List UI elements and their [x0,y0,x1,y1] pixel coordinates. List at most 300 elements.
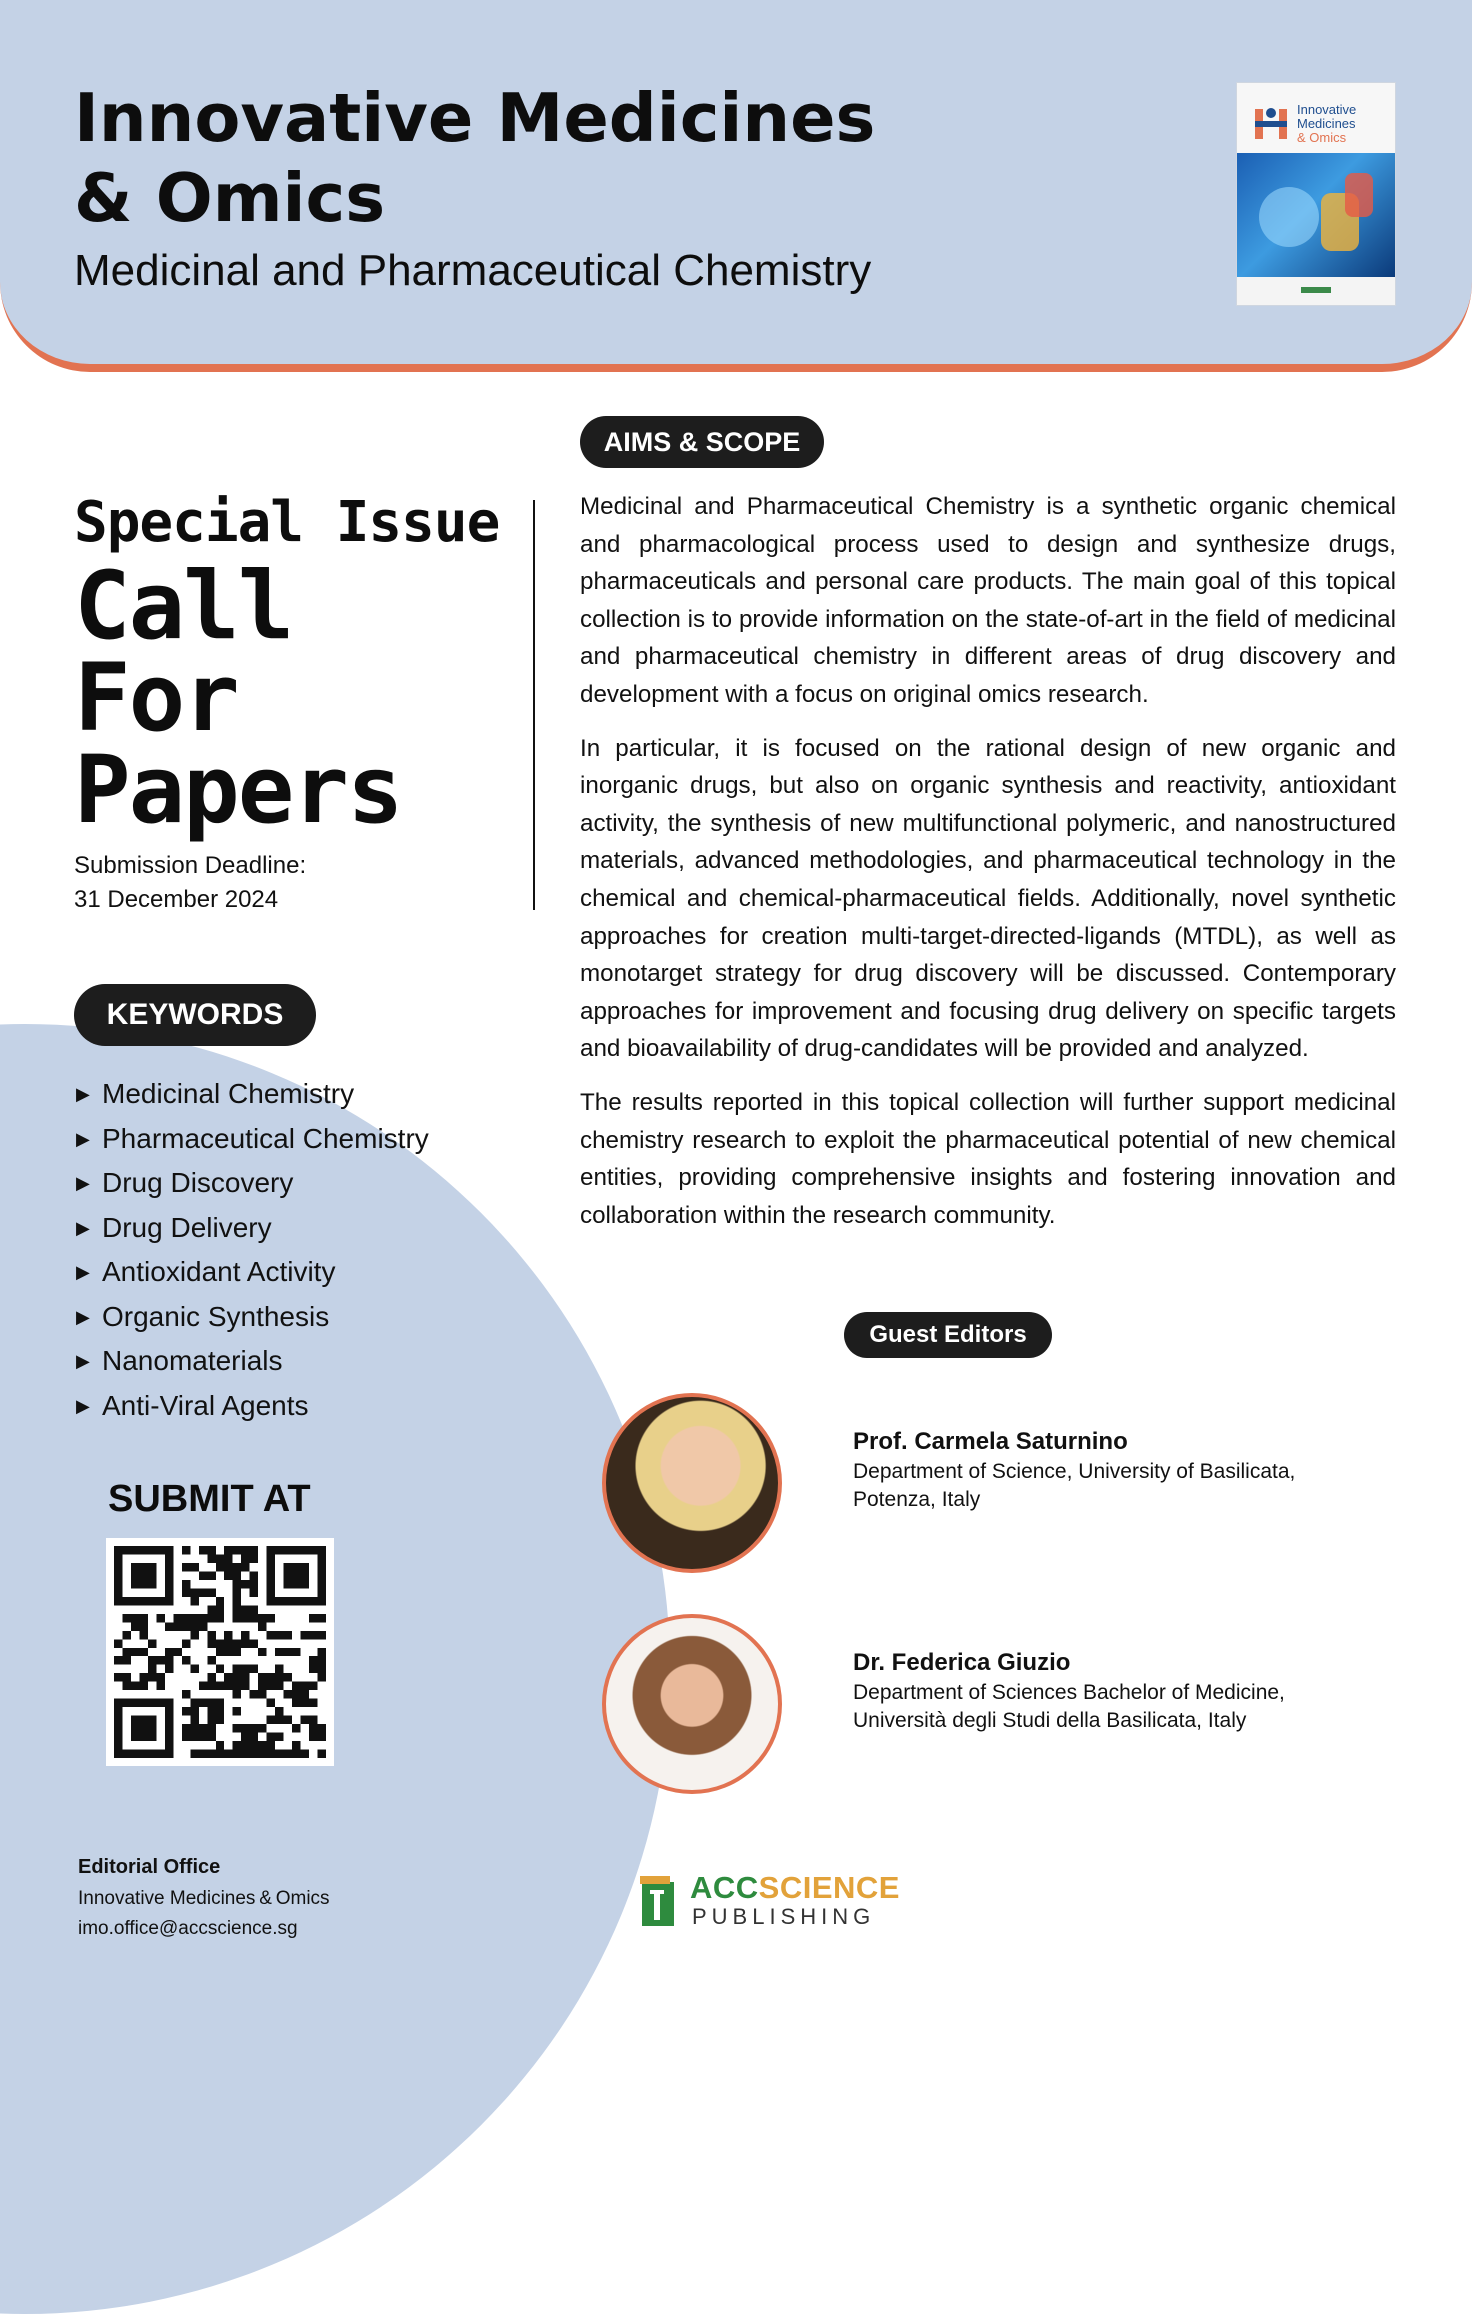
journal-subtitle: Medicinal and Pharmaceutical Chemistry [74,246,872,295]
qr-module [139,1614,147,1622]
qr-module [241,1631,249,1639]
qr-module [241,1639,249,1647]
qr-module [233,1665,241,1673]
qr-module [224,1546,232,1554]
cover-art-flask [1345,173,1373,217]
qr-module [301,1631,309,1639]
aims-scope-heading: AIMS & SCOPE [580,416,824,468]
deadline-date: 31 December 2024 [74,886,279,913]
qr-module [301,1571,309,1579]
qr-module [301,1750,309,1758]
qr-module [258,1673,266,1681]
qr-module [139,1648,147,1656]
bullet-triangle-icon: ▶ [76,1173,90,1193]
qr-module [156,1673,164,1681]
keyword-item: ▶ Drug Delivery [76,1206,429,1251]
keywords-heading: KEYWORDS [74,984,316,1046]
qr-module [267,1546,275,1554]
qr-module [275,1665,283,1673]
qr-module [148,1563,156,1571]
qr-module [258,1614,266,1622]
qr-module [258,1741,266,1749]
qr-module [233,1682,241,1690]
qr-module [199,1571,207,1579]
qr-module [233,1690,241,1698]
qr-module [224,1571,232,1579]
bullet-triangle-icon: ▶ [76,1262,90,1282]
qr-module [182,1690,190,1698]
qr-module [250,1546,258,1554]
qr-module [318,1724,326,1732]
aims-paragraph: Medicinal and Pharmaceutical Chemistry is a synthetic organic chemical and pharmacological process used to design and synthesize drugs, pharmaceuticals and personal care products. The main goal of this topical collection is to provide information on the state-of-art in the field of medicinal and pharmaceutical chemistry in different areas of drug discovery and development with a focus on original omics research. [580,493,1396,708]
call-word: Call [74,552,293,661]
qr-module [207,1588,215,1596]
qr-module [250,1580,258,1588]
qr-module [199,1546,207,1554]
qr-module [301,1699,309,1707]
qr-module [182,1724,190,1732]
qr-module [199,1699,207,1707]
qr-module [148,1546,156,1554]
qr-module [156,1614,164,1622]
qr-module [165,1656,173,1664]
qr-module [275,1750,283,1758]
qr-module [148,1733,156,1741]
papers-word: Papers [74,736,402,845]
qr-module [275,1673,283,1681]
qr-module [241,1673,249,1681]
qr-module [258,1648,266,1656]
qr-module [309,1699,317,1707]
qr-module [258,1622,266,1630]
qr-module [318,1648,326,1656]
submit-at-label: SUBMIT AT [108,1478,311,1520]
editor-name: Prof. Carmela Saturnino [853,1428,1128,1455]
qr-module [190,1597,198,1605]
qr-module [275,1597,283,1605]
qr-module [309,1546,317,1554]
qr-module [250,1724,258,1732]
keyword-item: ▶ Pharmaceutical Chemistry [76,1117,429,1162]
bullet-triangle-icon: ▶ [76,1351,90,1371]
editor-photo [602,1393,782,1573]
qr-module [148,1724,156,1732]
journal-title-line1: Innovative Medicines [74,79,876,157]
qr-module [131,1546,139,1554]
qr-module [301,1580,309,1588]
qr-module [165,1597,173,1605]
qr-module [182,1580,190,1588]
editor-affiliation: Potenza, Italy [853,1488,981,1511]
editorial-office [78,1852,330,1944]
qr-module [131,1571,139,1579]
qr-module [182,1563,190,1571]
journal-title [74,78,974,238]
qr-module [182,1622,190,1630]
qr-module [318,1614,326,1622]
qr-module [216,1699,224,1707]
editor-affiliation: Università degli Studi della Basilicata, Italy [853,1709,1247,1732]
qr-module [199,1724,207,1732]
qr-module [199,1614,207,1622]
qr-module [318,1656,326,1664]
qr-module [275,1648,283,1656]
qr-module [165,1554,173,1562]
qr-module [156,1750,164,1758]
qr-module [292,1750,300,1758]
qr-module [190,1665,198,1673]
qr-module [148,1656,156,1664]
qr-module [250,1554,258,1562]
qr-module [284,1716,292,1724]
qr-module [267,1580,275,1588]
journal-cover-image [1236,82,1396,306]
qr-module [241,1614,249,1622]
cover-art-bubble [1259,187,1319,247]
qr-module [114,1546,122,1554]
qr-module [114,1639,122,1647]
cover-publisher-mark [1301,287,1331,293]
qr-module [309,1614,317,1622]
qr-module [190,1631,198,1639]
qr-module [216,1707,224,1715]
qr-module [258,1724,266,1732]
bullet-triangle-icon: ▶ [76,1084,90,1104]
qr-module [250,1571,258,1579]
qr-module [318,1597,326,1605]
qr-module [165,1699,173,1707]
qr-module [190,1622,198,1630]
qr-module [148,1665,156,1673]
guest-editors-heading: Guest Editors [844,1312,1052,1358]
qr-module [250,1690,258,1698]
qr-module [190,1733,198,1741]
qr-module [267,1741,275,1749]
qr-module [207,1716,215,1724]
qr-module [233,1724,241,1732]
qr-module [267,1614,275,1622]
qr-module [182,1546,190,1554]
editorial-office-title: Editorial Office [78,1856,221,1878]
qr-module [241,1605,249,1613]
qr-module [190,1707,198,1715]
qr-module [114,1716,122,1724]
qr-module [114,1571,122,1579]
qr-module [309,1733,317,1741]
header-banner [0,0,1472,372]
qr-module [301,1682,309,1690]
qr-module [250,1605,258,1613]
qr-module [292,1563,300,1571]
qr-module [114,1563,122,1571]
qr-module [122,1750,130,1758]
qr-module [199,1682,207,1690]
qr-module [250,1733,258,1741]
qr-module [250,1750,258,1758]
editor-info [853,1647,1285,1735]
editor-photo [602,1614,782,1794]
qr-module [114,1580,122,1588]
qr-module [224,1639,232,1647]
qr-module [165,1546,173,1554]
qr-module [301,1716,309,1724]
qr-module [182,1639,190,1647]
qr-module [122,1656,130,1664]
qr-module [207,1614,215,1622]
qr-module [131,1724,139,1732]
qr-module [318,1673,326,1681]
keyword-item: ▶ Nanomaterials [76,1339,429,1384]
qr-module [190,1588,198,1596]
qr-module [139,1580,147,1588]
aims-paragraph: In particular, it is focused on the rational design of new organic and inorganic drugs, but also on organic synthesis and reactivity, antioxidant activity, the synthesis of new multifunctional polymeric, and nanostructured materials, advanced methodologies, and pharmaceutical technology in the chemical and chemical-pharmaceutical fields. Additionally, novel synthetic approaches for creation multi-target-directed-ligands (MTDL), as well as monotarget strategy for drug discovery will be discussed. Contemporary approaches for improvement and focusing drug delivery on specific targets and bioavailability of drug-candidates will be provided and analyzed. [580,734,1396,1063]
qr-module [292,1682,300,1690]
journal-logo-icon [1253,105,1289,141]
qr-module [284,1690,292,1698]
qr-module [148,1699,156,1707]
qr-module [122,1614,130,1622]
qr-module [318,1665,326,1673]
qr-module [292,1546,300,1554]
qr-module [216,1741,224,1749]
qr-module [148,1716,156,1724]
cover-name-line2: Medicines [1297,116,1356,131]
qr-module [318,1571,326,1579]
qr-module [173,1614,181,1622]
qr-module [207,1750,215,1758]
qr-module [131,1614,139,1622]
qr-module [122,1673,130,1681]
qr-module [233,1673,241,1681]
qr-module [233,1546,241,1554]
qr-module [284,1597,292,1605]
qr-module [233,1605,241,1613]
qr-module [131,1699,139,1707]
qr-module [241,1741,249,1749]
qr-module [216,1605,224,1613]
qr-module [267,1716,275,1724]
qr-module [233,1639,241,1647]
qr-module [318,1580,326,1588]
cover-journal-name [1297,103,1356,145]
qr-module [199,1588,207,1596]
qr-module [139,1622,147,1630]
qr-module [224,1631,232,1639]
qr-module [233,1588,241,1596]
qr-module [233,1580,241,1588]
qr-module [148,1597,156,1605]
qr-module [318,1554,326,1562]
qr-module [207,1639,215,1647]
qr-module [250,1741,258,1749]
qr-module [156,1546,164,1554]
qr-module [139,1673,147,1681]
qr-module [301,1546,309,1554]
qr-module [190,1750,198,1758]
qr-module [114,1597,122,1605]
qr-module [165,1588,173,1596]
qr-module [216,1682,224,1690]
publisher-tagline: PUBLISHING [692,1904,876,1929]
qr-module [190,1563,198,1571]
keyword-item: ▶ Medicinal Chemistry [76,1072,429,1117]
qr-code-graphic [114,1546,326,1758]
qr-module [207,1571,215,1579]
qr-module [267,1750,275,1758]
qr-module [233,1571,241,1579]
qr-module [114,1724,122,1732]
qr-module [148,1750,156,1758]
qr-module [122,1597,130,1605]
qr-module [267,1588,275,1596]
qr-module [165,1716,173,1724]
qr-module [156,1597,164,1605]
qr-module [131,1580,139,1588]
qr-module [309,1631,317,1639]
qr-module [224,1554,232,1562]
qr-module [318,1750,326,1758]
qr-module [165,1571,173,1579]
qr-module [139,1750,147,1758]
qr-module [139,1724,147,1732]
qr-module [207,1631,215,1639]
publisher-logo-icon [640,1874,676,1928]
bullet-triangle-icon: ▶ [76,1395,90,1416]
qr-module [216,1554,224,1562]
qr-module [309,1682,317,1690]
qr-module [267,1682,275,1690]
qr-module [165,1741,173,1749]
qr-module [139,1631,147,1639]
qr-module [267,1554,275,1562]
qr-module [122,1631,130,1639]
keyword-item: ▶ Drug Discovery [76,1161,429,1206]
qr-module [258,1750,266,1758]
deadline-label: Submission Deadline: [74,852,307,879]
qr-module [275,1733,283,1741]
qr-module [114,1750,122,1758]
qr-module [131,1622,139,1630]
qr-module [318,1546,326,1554]
keyword-item: ▶ Antioxidant Activity [76,1250,429,1295]
qr-module [309,1716,317,1724]
qr-module [122,1546,130,1554]
qr-module [139,1571,147,1579]
qr-module [216,1597,224,1605]
cover-name-line3: & Omics [1297,130,1347,145]
qr-code-icon[interactable] [106,1538,334,1766]
qr-module [148,1673,156,1681]
qr-module [284,1673,292,1681]
qr-module [267,1733,275,1741]
aims-scope-text [580,488,1396,1250]
qr-module [309,1597,317,1605]
qr-module [165,1733,173,1741]
qr-module [284,1546,292,1554]
qr-module [292,1699,300,1707]
qr-module [199,1622,207,1630]
qr-module [156,1656,164,1664]
qr-module [284,1580,292,1588]
qr-module [190,1716,198,1724]
qr-module [318,1588,326,1596]
qr-module [148,1639,156,1647]
qr-module [292,1741,300,1749]
qr-module [241,1546,249,1554]
qr-module [190,1724,198,1732]
qr-module [148,1580,156,1588]
qr-module [182,1588,190,1596]
qr-module [224,1682,232,1690]
qr-module [241,1682,249,1690]
qr-module [309,1665,317,1673]
special-issue-heading: Special Issue [74,490,500,555]
qr-module [182,1733,190,1741]
submission-deadline [74,849,306,917]
qr-module [114,1707,122,1715]
qr-module [233,1741,241,1749]
qr-module [139,1597,147,1605]
qr-module [207,1656,215,1664]
bullet-triangle-icon: ▶ [76,1306,90,1327]
qr-module [284,1750,292,1758]
qr-module [309,1724,317,1732]
editorial-office-email[interactable]: imo.office@accscience.sg [78,1918,298,1939]
qr-module [318,1631,326,1639]
qr-module [292,1571,300,1579]
qr-module [250,1639,258,1647]
qr-module [139,1716,147,1724]
qr-module [250,1614,258,1622]
qr-module [139,1563,147,1571]
qr-module [156,1699,164,1707]
qr-module [114,1588,122,1596]
qr-module [207,1605,215,1613]
qr-module [173,1648,181,1656]
qr-module [131,1733,139,1741]
qr-module [182,1656,190,1664]
qr-module [165,1648,173,1656]
qr-module [131,1682,139,1690]
qr-module [114,1741,122,1749]
qr-module [241,1554,249,1562]
qr-module [301,1563,309,1571]
bullet-triangle-icon: ▶ [76,1128,90,1149]
qr-module [139,1682,147,1690]
qr-module [275,1682,283,1690]
qr-module [122,1648,130,1656]
qr-module [224,1563,232,1571]
qr-module [233,1597,241,1605]
qr-module [165,1665,173,1673]
qr-module [241,1563,249,1571]
qr-module [318,1733,326,1741]
qr-module [165,1707,173,1715]
qr-module [131,1716,139,1724]
qr-module [207,1546,215,1554]
qr-module [165,1724,173,1732]
keyword-item: ▶ Organic Synthesis [76,1295,429,1340]
qr-module [207,1682,215,1690]
editorial-office-journal: Innovative Medicines & Omics [78,1888,330,1909]
qr-module [267,1699,275,1707]
qr-module [114,1733,122,1741]
qr-module [207,1707,215,1715]
qr-module [292,1580,300,1588]
qr-module [207,1724,215,1732]
qr-module [207,1554,215,1562]
qr-module [250,1665,258,1673]
